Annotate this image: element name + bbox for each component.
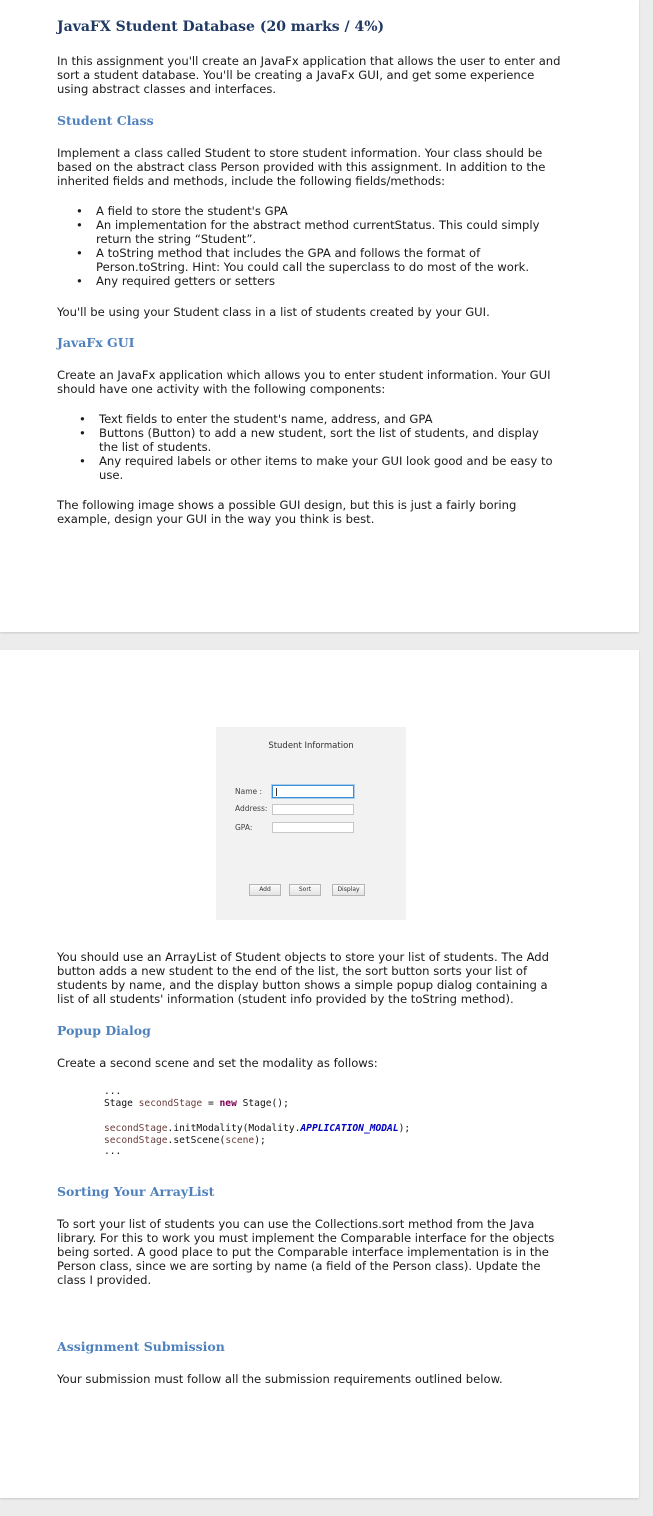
code-token: = (202, 1098, 220, 1109)
intro-paragraph: In this assignment you'll create an JavaFx application that allows the user to enter and sort a student database. You'll be creating a JavaFx GUI, and get some experience using abstract classes and interfaces. (57, 54, 561, 96)
list-item: • Text fields to enter the student's name, address, and GPA (99, 412, 559, 426)
address-input[interactable] (272, 804, 354, 815)
code-token: APPLICATION_MODAL (300, 1123, 399, 1134)
student-class-bullets (96, 204, 556, 288)
gpa-label: GPA: (235, 823, 253, 832)
code-token: ); (398, 1123, 411, 1134)
student-class-footer: You'll be using your Student class in a list of students created by your GUI. (57, 305, 490, 319)
code-line-scene (104, 1135, 266, 1146)
popup-heading: Popup Dialog (57, 1023, 151, 1038)
code-token: scene (225, 1135, 255, 1146)
popup-paragraph: Create a second scene and set the modality as follows: (57, 1056, 378, 1070)
code-ellipsis-top: ... (104, 1086, 122, 1097)
sort-button[interactable]: Sort (289, 884, 321, 896)
document-page-1 (0, 0, 639, 632)
gui-paragraph: Create an JavaFx application which allows you to enter student information. Your GUI should have one activity with the following components: (57, 368, 551, 396)
student-class-paragraph: Implement a class called Student to store student information. Your class should be based on the abstract class Person provided with this assignment. In addition to the inherited fields and methods, include the following fields/methods: (57, 146, 546, 188)
code-line-modality (104, 1123, 410, 1134)
document-page-2 (0, 650, 639, 1498)
gui-heading: JavaFx GUI (57, 335, 135, 350)
document-title: JavaFX Student Database (20 marks / 4%) (57, 19, 385, 35)
list-item: • A field to store the student's GPA (96, 204, 556, 218)
student-class-heading: Student Class (57, 113, 154, 128)
code-token: secondStage (104, 1123, 168, 1134)
code-line-stage (104, 1098, 289, 1109)
name-label: Name : (235, 787, 263, 796)
code-token: .setScene( (167, 1135, 226, 1146)
gui-footer: The following image shows a possible GUI design, but this is just a fairly boring example, design your GUI in the way you think is best. (57, 498, 517, 526)
add-button[interactable]: Add (249, 884, 281, 896)
address-label: Address: (235, 804, 268, 813)
display-button[interactable]: Display (332, 884, 365, 896)
code-token: ); (254, 1135, 266, 1146)
list-item: • An implementation for the abstract method currentStatus. This could simply return the string “Student”. (96, 218, 556, 246)
figure-title: Student Information (268, 741, 354, 751)
code-token: .initModality(Modality. (167, 1123, 301, 1134)
list-item: • Any required labels or other items to make your GUI look good and be easy to use. (99, 454, 559, 482)
name-input[interactable] (272, 785, 354, 798)
gui-screenshot-figure (216, 727, 406, 920)
arraylist-paragraph: You should use an ArrayList of Student objects to store your list of students. The Add button adds a new student to the end of the list, the sort button sorts your list of students by name, and the display button shows a simple popup dialog containing a list of all students' information (student info provided by the toString method). (57, 950, 550, 1006)
code-token: new (219, 1098, 237, 1109)
code-token: Stage (104, 1098, 139, 1109)
gui-bullets (99, 412, 559, 482)
list-item: • A toString method that includes the GPA and follows the format of Person.toString. Hint: You could call the superclass to do most of the work. (96, 246, 556, 274)
list-item: • Any required getters or setters (96, 274, 556, 288)
sorting-heading: Sorting Your ArrayList (57, 1184, 215, 1199)
list-item: • Buttons (Button) to add a new student, sort the list of students, and display the list of students. (99, 426, 559, 454)
submission-paragraph: Your submission must follow all the submission requirements outlined below. (57, 1372, 503, 1386)
code-token: secondStage (104, 1135, 168, 1146)
submission-heading: Assignment Submission (57, 1339, 225, 1354)
sorting-paragraph: To sort your list of students you can use the Collections.sort method from the Java library. For this to work you must implement the Comparable interface for the objects being sorted. A good place to put the Comparable interface implementation is in the Person class, since we are sorting by name (a field of the Person class). Update the class I provided. (57, 1217, 555, 1287)
gpa-input[interactable] (272, 822, 354, 833)
code-ellipsis-bottom: ... (104, 1146, 122, 1157)
text-caret (276, 788, 277, 796)
code-token: Stage(); (236, 1098, 289, 1109)
code-token: secondStage (138, 1098, 203, 1109)
